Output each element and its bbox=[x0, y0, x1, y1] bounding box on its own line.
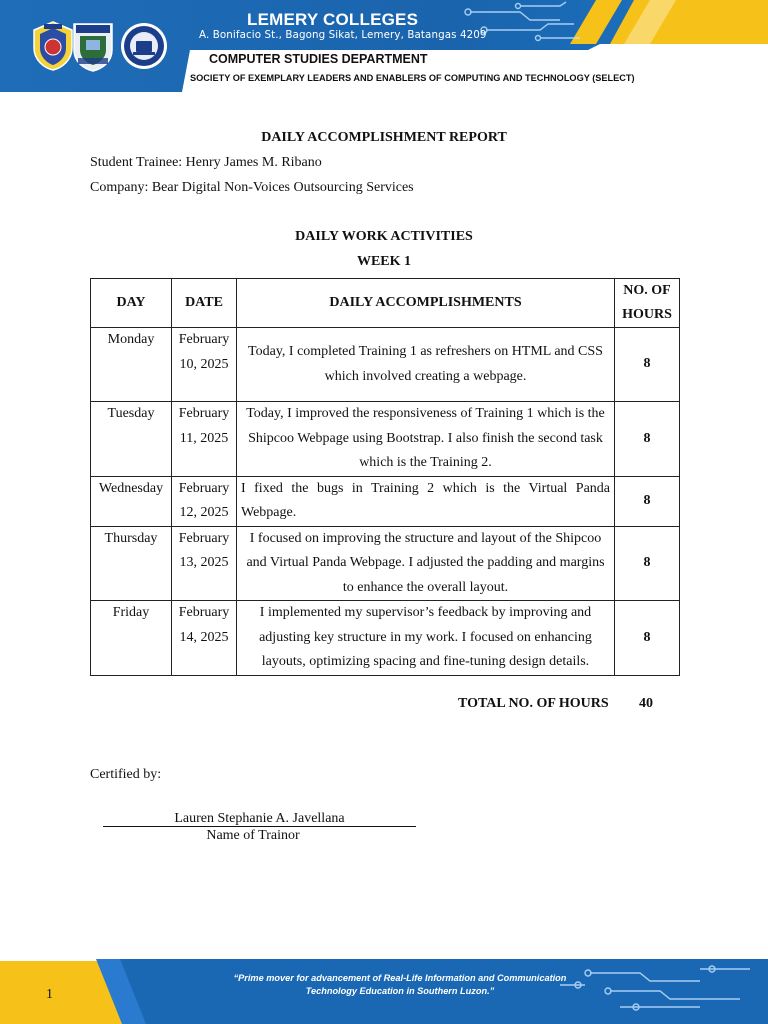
company: Company: Bear Digital Non-Voices Outsourcing Services bbox=[90, 180, 414, 195]
table-row bbox=[91, 402, 680, 477]
week-label: WEEK 1 bbox=[356, 254, 412, 269]
page-number: 1 bbox=[46, 987, 53, 1002]
table-header-row bbox=[91, 279, 680, 328]
row-day: Monday bbox=[91, 328, 172, 402]
letterhead bbox=[0, 0, 768, 92]
college-address: A. Bonifacio St., Bagong Sikat, Lemery, Batangas 4209 bbox=[199, 29, 487, 41]
row-date: February 11, 2025 bbox=[172, 402, 237, 477]
report-title: DAILY ACCOMPLISHMENT REPORT bbox=[261, 130, 507, 145]
footer-motto bbox=[200, 972, 600, 998]
total-hours-value: 40 bbox=[639, 696, 653, 711]
header-date: DATE bbox=[172, 279, 237, 328]
motto-line-2: Technology Education in Southern Luzon.” bbox=[305, 986, 495, 996]
certified-by-label: Certified by: bbox=[90, 767, 162, 782]
trainor-role: Name of Trainor bbox=[206, 828, 300, 843]
row-date: February 13, 2025 bbox=[172, 526, 237, 601]
select-society-seal-icon bbox=[120, 22, 168, 70]
college-name: LEMERY COLLEGES bbox=[247, 10, 419, 29]
row-day: Friday bbox=[91, 601, 172, 676]
lemery-colleges-crest-icon bbox=[70, 20, 116, 72]
total-hours-label: TOTAL NO. OF HOURS bbox=[458, 696, 609, 711]
motto-line-1: “Prime mover for advancement of Real-Life Information and Communication bbox=[233, 973, 567, 983]
row-hours: 8 bbox=[615, 402, 680, 477]
trainor-signature-line bbox=[103, 811, 416, 827]
section-title: DAILY WORK ACTIVITIES bbox=[295, 229, 473, 244]
row-day: Wednesday bbox=[91, 476, 172, 526]
header-accomplishments: DAILY ACCOMPLISHMENTS bbox=[237, 279, 615, 328]
header-day: DAY bbox=[91, 279, 172, 328]
table-row bbox=[91, 526, 680, 601]
row-hours: 8 bbox=[615, 526, 680, 601]
activities-table bbox=[90, 278, 680, 676]
row-accomplishment: I fixed the bugs in Training 2 which is the Virtual Panda Webpage. bbox=[237, 476, 615, 526]
table-row bbox=[91, 601, 680, 676]
row-day: Tuesday bbox=[91, 402, 172, 477]
society-name: SOCIETY OF EXEMPLARY LEADERS AND ENABLERS OF COMPUTING AND TECHNOLOGY (SELECT) bbox=[190, 73, 635, 83]
department-name: COMPUTER STUDIES DEPARTMENT bbox=[209, 52, 428, 66]
row-accomplishment: Today, I improved the responsiveness of Training 1 which is the Shipcoo Webpage using Bootstrap. I also finish the second task which is the Training 2. bbox=[237, 402, 615, 477]
row-accomplishment: Today, I completed Training 1 as refreshers on HTML and CSS which involved creating a webpage. bbox=[237, 328, 615, 402]
row-hours: 8 bbox=[615, 328, 680, 402]
row-date: February 12, 2025 bbox=[172, 476, 237, 526]
row-accomplishment: I implemented my supervisor’s feedback by improving and adjusting key structure in my work. I focused on enhancing layouts, optimizing spacing and fine-tuning design details. bbox=[237, 601, 615, 676]
table-row bbox=[91, 476, 680, 526]
table-row bbox=[91, 328, 680, 402]
row-date: February 14, 2025 bbox=[172, 601, 237, 676]
row-date: February 10, 2025 bbox=[172, 328, 237, 402]
header-hours: NO. OF HOURS bbox=[615, 279, 680, 328]
row-day: Thursday bbox=[91, 526, 172, 601]
row-accomplishment: I focused on improving the structure and layout of the Shipcoo and Virtual Panda Webpage. I adjusted the padding and margins to enhance the overall layout. bbox=[237, 526, 615, 601]
trainor-name: Lauren Stephanie A. Javellana bbox=[174, 811, 345, 826]
row-hours: 8 bbox=[615, 601, 680, 676]
student-trainee: Student Trainee: Henry James M. Ribano bbox=[90, 155, 322, 170]
row-hours: 8 bbox=[615, 476, 680, 526]
